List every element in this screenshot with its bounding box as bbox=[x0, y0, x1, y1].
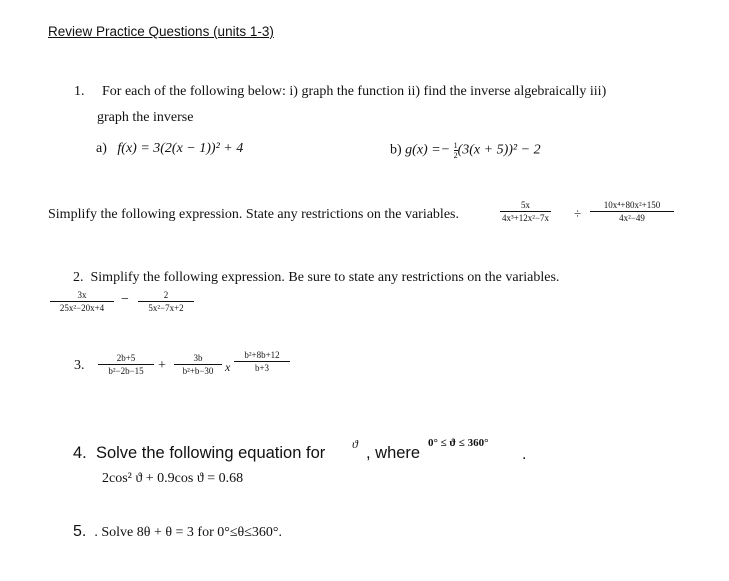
question-4-where: , where bbox=[366, 444, 421, 462]
question-1-part-b bbox=[390, 141, 541, 160]
part-b-lhs: g(x) =− bbox=[405, 142, 454, 158]
fraction-denominator: b²+b−30 bbox=[174, 364, 222, 376]
page-title: Review Practice Questions (units 1-3) bbox=[48, 24, 274, 39]
question-1-part-a bbox=[96, 141, 243, 157]
question-2-text: Simplify the following expression. Be sure to state any restrictions on the variables. bbox=[90, 270, 560, 285]
question-5-text: . Solve 8θ + θ = 3 for 0°≤θ≤360°. bbox=[94, 525, 283, 540]
question-5 bbox=[73, 523, 282, 541]
question-1 bbox=[74, 84, 606, 100]
fraction-denominator: 4x³+12x²−7x bbox=[502, 213, 550, 223]
fraction-denominator: 25x²−20x+4 bbox=[50, 301, 114, 313]
simplify-instruction: Simplify the following expression. State any restrictions on the variables. bbox=[48, 207, 459, 222]
question-3-number: 3. bbox=[74, 358, 85, 373]
fraction-numerator: 3x bbox=[77, 290, 87, 300]
part-b-label: b) bbox=[390, 142, 402, 158]
question-2-fraction-1 bbox=[50, 290, 114, 313]
fraction-numerator: b²+8b+12 bbox=[244, 350, 280, 360]
question-1-number: 1. bbox=[74, 84, 85, 99]
fraction-numerator: 2 bbox=[163, 290, 169, 300]
part-b-rhs: (3(x + 5))² − 2 bbox=[457, 142, 541, 158]
question-3-fraction-1 bbox=[98, 353, 154, 376]
question-1-text-line2: graph the inverse bbox=[97, 110, 194, 125]
fraction-denominator: 4x²−49 bbox=[590, 211, 674, 223]
fraction-numerator: 5x bbox=[521, 200, 531, 210]
fraction-denominator: b+3 bbox=[234, 361, 290, 373]
question-2-fraction-2 bbox=[138, 290, 194, 313]
minus-operator: − bbox=[121, 292, 129, 307]
question-2 bbox=[73, 270, 559, 286]
question-1-text: For each of the following below: i) graph the function ii) find the inverse algebraically iii) bbox=[102, 84, 607, 99]
fraction-denominator: b²−2b−15 bbox=[98, 364, 154, 376]
divide-operator: ÷ bbox=[574, 206, 582, 221]
question-4-number: 4. bbox=[73, 444, 87, 462]
question-3-fraction-3 bbox=[234, 350, 290, 373]
question-4-domain: 0° ≤ ϑ ≤ 360° bbox=[428, 437, 489, 449]
fraction-denominator: 5x²−7x+2 bbox=[138, 301, 194, 313]
simplify-fraction-1 bbox=[500, 200, 551, 223]
question-4-period: . bbox=[522, 446, 527, 463]
part-a-label: a) bbox=[96, 141, 107, 156]
times-operator: x bbox=[225, 360, 231, 374]
simplify-fraction-2 bbox=[590, 200, 674, 223]
fraction-numerator: 10x⁴+80x²+150 bbox=[603, 200, 661, 210]
part-b-half-den: 2 bbox=[453, 151, 458, 160]
plus-operator: + bbox=[158, 358, 166, 373]
question-4-text: Solve the following equation for bbox=[95, 444, 326, 462]
fraction-numerator: 3b bbox=[193, 353, 203, 363]
part-a-function: f(x) = 3(2(x − 1))² + 4 bbox=[117, 141, 244, 156]
fraction-numerator: 2b+5 bbox=[116, 353, 136, 363]
question-3-fraction-2 bbox=[174, 353, 222, 376]
question-4 bbox=[73, 444, 325, 463]
question-2-number: 2. bbox=[73, 270, 84, 285]
question-4-equation: 2cos² ϑ + 0.9cos ϑ = 0.68 bbox=[102, 471, 244, 486]
theta-symbol: ϑ bbox=[352, 437, 358, 451]
question-5-number: 5. bbox=[73, 523, 87, 540]
part-b-half-num: 1 bbox=[453, 141, 458, 150]
